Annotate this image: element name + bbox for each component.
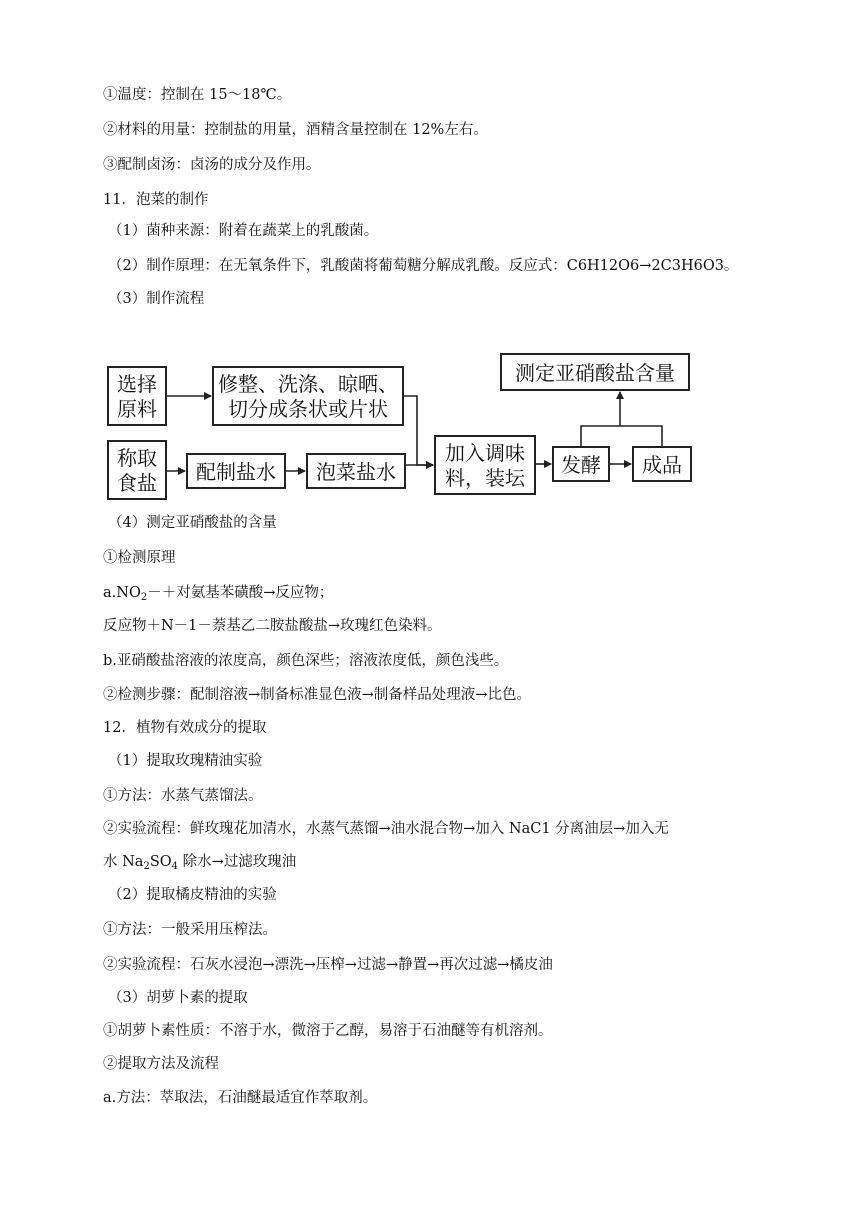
text-line: ②提取方法及流程: [103, 1056, 219, 1072]
text-line: b.亚硝酸盐溶液的浓度高，颜色深些；溶液浓度低，颜色浅些。: [103, 653, 509, 669]
flow-label: 发酵: [561, 453, 601, 477]
text-line: [103, 852, 296, 872]
text-segment: a.NO: [103, 585, 141, 601]
text-line: [103, 583, 333, 603]
flow-label: 配制盐水: [196, 460, 276, 484]
subscript: 2: [143, 861, 150, 872]
text-line: ②实验流程：鲜玫瑰花加清水，水蒸气蒸馏→油水混合物→加入 NaC1 分离油层→加入无: [103, 821, 669, 837]
text-segment: 除水→过滤玫瑰油: [178, 854, 297, 870]
flow-arrow: [403, 396, 433, 465]
text-segment: 水 Na: [103, 854, 144, 870]
section-heading: 12．植物有效成分的提取: [103, 720, 267, 736]
text-line: ①方法：一般采用压榨法。: [103, 922, 277, 938]
text-line: （1）菌种来源：附着在蔬菜上的乳酸菌。: [108, 223, 379, 239]
text-line: （2）提取橘皮精油的实验: [108, 887, 277, 903]
text-line: ③配制卤汤：卤汤的成分及作用。: [103, 157, 321, 173]
text-line: （3）胡萝卜素的提取: [108, 990, 248, 1006]
flow-label: 食盐: [117, 471, 157, 495]
section-heading: 11．泡菜的制作: [103, 192, 209, 208]
flow-label: 称取: [117, 446, 157, 470]
text-line: （4）测定亚硝酸盐的含量: [108, 515, 277, 531]
text-line: （1）提取玫瑰精油实验: [108, 753, 263, 769]
text-line: ①检测原理: [103, 550, 176, 566]
flow-connector: [581, 426, 662, 447]
text-line: ②检测步骤：配制溶液→制备标准显色液→制备样品处理液→比色。: [103, 687, 531, 703]
text-line: ①温度：控制在 15～18℃。: [103, 87, 292, 103]
flow-label: 切分成条状或片状: [228, 397, 388, 421]
text-line: a.方法：萃取法，石油醚最适宜作萃取剂。: [103, 1090, 378, 1106]
text-segment: SO: [149, 854, 172, 870]
flow-label: 加入调味: [445, 441, 525, 465]
flow-label: 修整、洗涤、晾晒、: [218, 372, 398, 396]
text-line: ②材料的用量：控制盐的用量，酒精含量控制在 12%左右。: [103, 122, 488, 138]
text-line: （2）制作原理：在无氧条件下，乳酸菌将葡萄糖分解成乳酸。反应式：C6H12O6→2C3H6O3。: [108, 258, 739, 274]
subscript: 2: [140, 592, 148, 603]
text-line: （3）制作流程: [108, 291, 205, 307]
text-line: ①胡萝卜素性质：不溶于水，微溶于乙醇，易溶于石油醚等有机溶剂。: [103, 1023, 553, 1039]
flow-label: 料，装坛: [445, 466, 525, 490]
text-line: ①方法：水蒸气蒸馏法。: [103, 788, 263, 804]
text-segment: －＋对氨基苯磺酸→反应物；: [147, 585, 334, 601]
text-line: 反应物＋N－1－萘基乙二胺盐酸盐→玫瑰红色染料。: [103, 618, 442, 634]
pickle-flow-diagram: [0, 0, 860, 520]
subscript: 4: [171, 861, 179, 872]
flow-label: 原料: [117, 397, 157, 421]
text-line: ②实验流程：石灰水浸泡→漂洗→压榨→过滤→静置→再次过滤→橘皮油: [103, 957, 553, 973]
flow-label: 选择: [117, 372, 157, 396]
flow-label: 泡菜盐水: [316, 460, 396, 484]
flow-label: 成品: [642, 453, 682, 477]
flow-label: 测定亚硝酸盐含量: [515, 361, 675, 385]
